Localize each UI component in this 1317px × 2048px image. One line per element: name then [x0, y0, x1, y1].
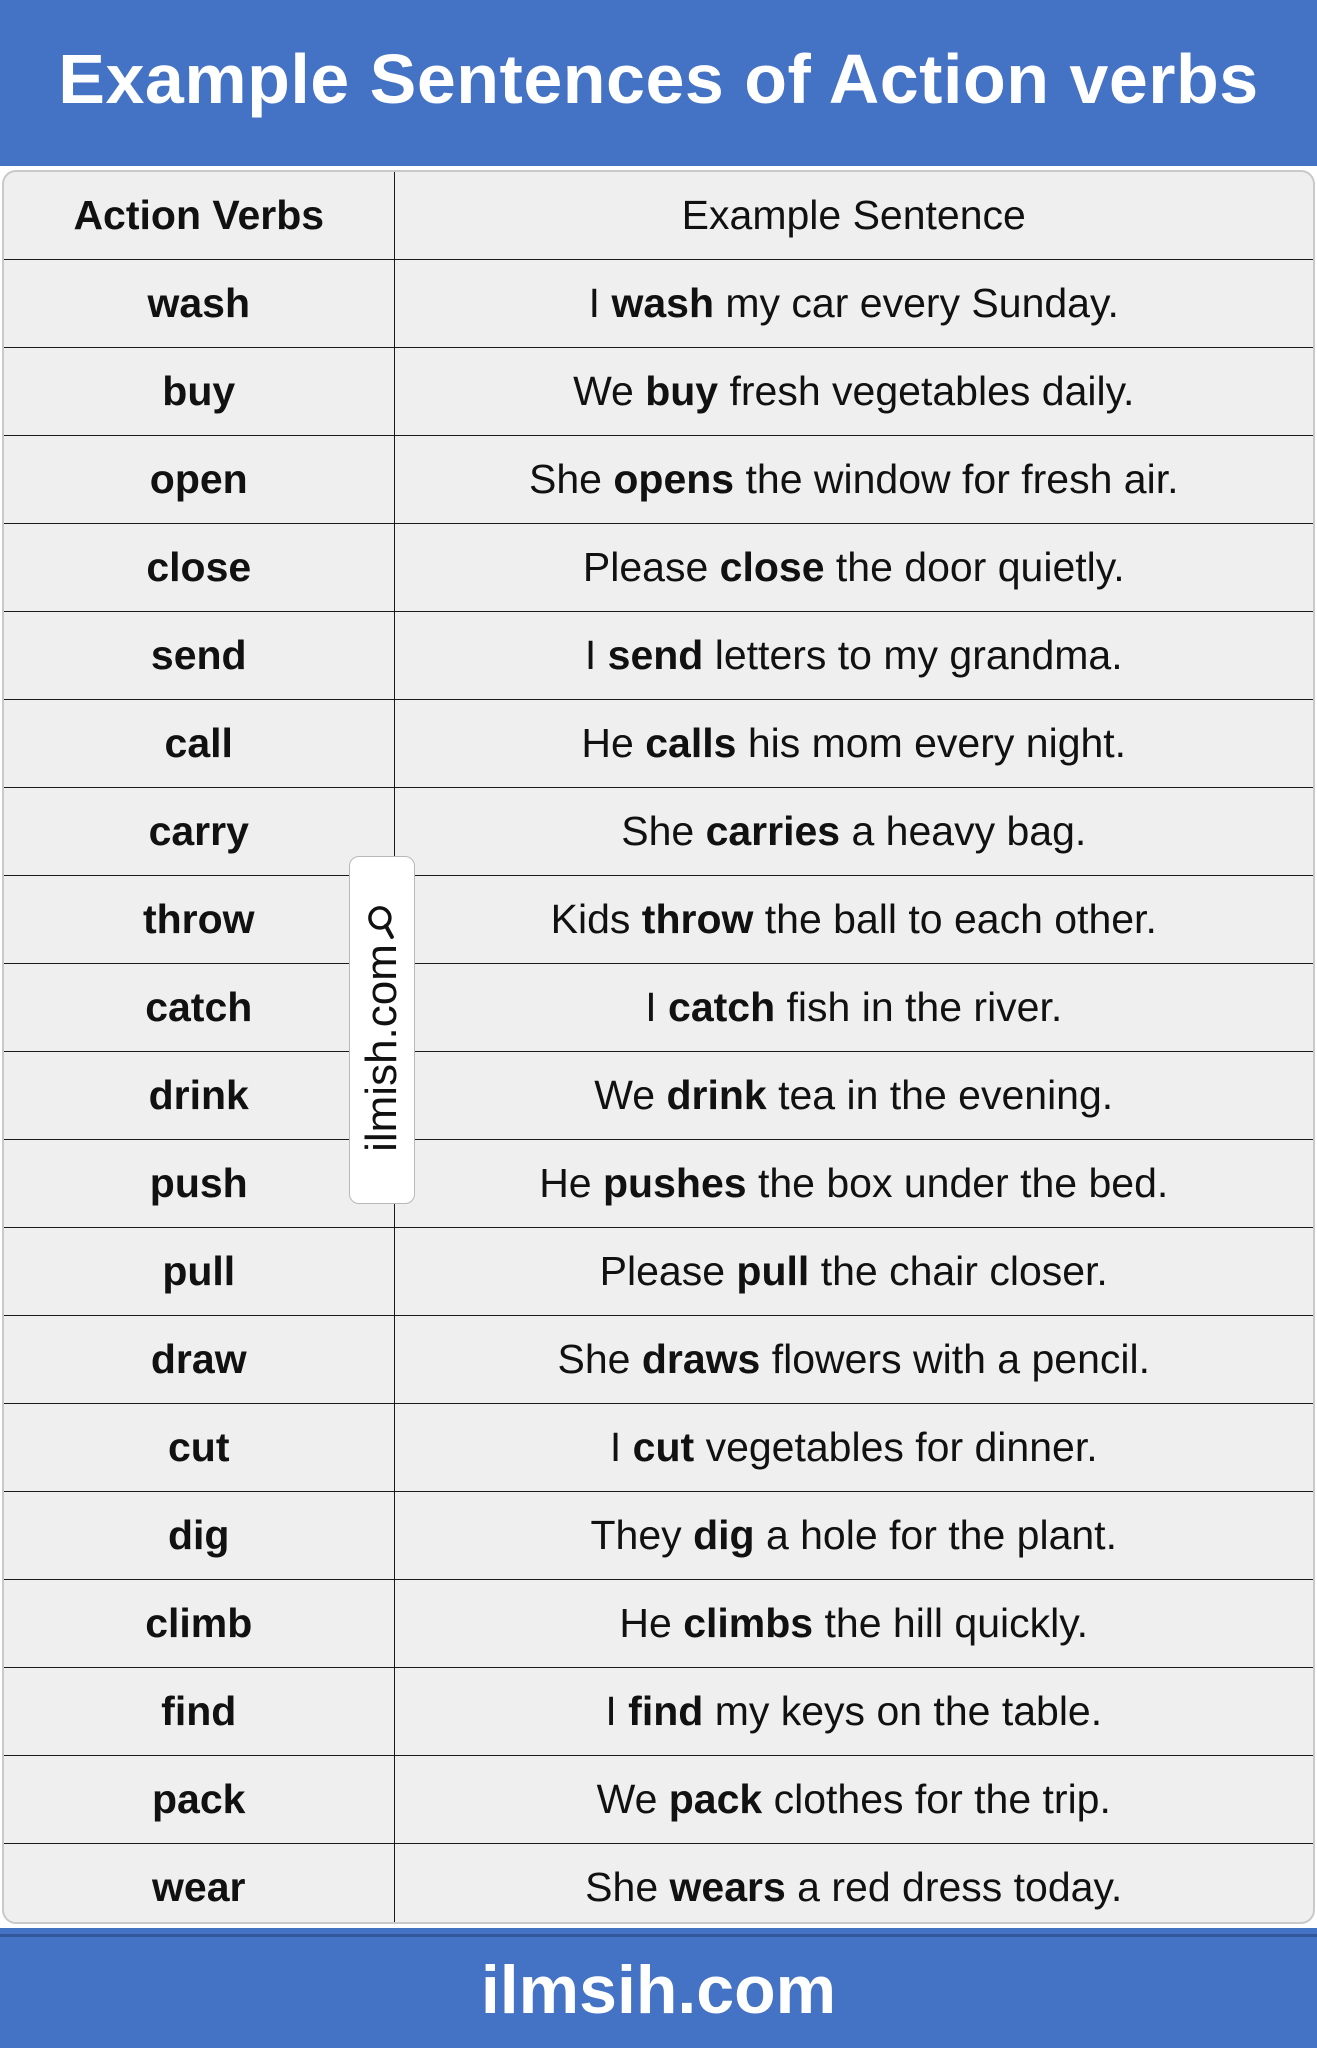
- sentence-end: a hole for the plant.: [754, 1512, 1117, 1558]
- highlighted-verb: carries: [705, 808, 841, 854]
- example-sentence-cell: [394, 1404, 1313, 1492]
- table-row: [4, 612, 1313, 700]
- table-row: [4, 1316, 1313, 1404]
- sentence-end: the hill quickly.: [813, 1600, 1089, 1646]
- highlighted-verb: close: [719, 544, 825, 590]
- sentence-end: my car every Sunday.: [714, 280, 1119, 326]
- example-sentence-cell: [394, 524, 1313, 612]
- header-banner: [0, 0, 1317, 166]
- watermark-text: ilmish.com: [357, 944, 407, 1152]
- verb-cell: pack: [4, 1756, 394, 1844]
- sentence-end: my keys on the table.: [703, 1688, 1103, 1734]
- table-row: [4, 524, 1313, 612]
- example-sentence-cell: [394, 1580, 1313, 1668]
- table-header-row: [4, 172, 1313, 260]
- verb-cell: buy: [4, 348, 394, 436]
- highlighted-verb: find: [628, 1688, 704, 1734]
- example-sentence-cell: [394, 1844, 1313, 1925]
- sentence-start: She: [529, 456, 614, 502]
- sentence-end: a red dress today.: [785, 1864, 1123, 1910]
- table-row: [4, 436, 1313, 524]
- example-sentence-cell: [394, 876, 1313, 964]
- verb-cell: pull: [4, 1228, 394, 1316]
- example-sentence-cell: [394, 788, 1313, 876]
- example-sentence-cell: [394, 1492, 1313, 1580]
- highlighted-verb: calls: [645, 720, 737, 766]
- page-title: Example Sentences of Action verbs: [58, 40, 1259, 118]
- example-sentence-cell: [394, 1668, 1313, 1756]
- sentence-start: He: [581, 720, 646, 766]
- sentence-start: Please: [599, 1248, 737, 1294]
- table-row: [4, 876, 1313, 964]
- example-sentence-cell: [394, 1756, 1313, 1844]
- table-row: [4, 1140, 1313, 1228]
- verb-cell: call: [4, 700, 394, 788]
- verb-cell: throw: [4, 876, 394, 964]
- example-sentence-cell: [394, 1052, 1313, 1140]
- verb-cell: send: [4, 612, 394, 700]
- verbs-table: [4, 172, 1313, 1924]
- verb-cell: catch: [4, 964, 394, 1052]
- sentence-end: his mom every night.: [736, 720, 1127, 766]
- sentence-end: clothes for the trip.: [762, 1776, 1111, 1822]
- example-sentence-cell: [394, 700, 1313, 788]
- table-row: [4, 700, 1313, 788]
- column-header-example-sentence: Example Sentence: [394, 172, 1313, 260]
- highlighted-verb: pushes: [603, 1160, 747, 1206]
- highlighted-verb: catch: [668, 984, 776, 1030]
- table-row: [4, 1844, 1313, 1925]
- highlighted-verb: opens: [613, 456, 735, 502]
- table-row: [4, 1756, 1313, 1844]
- example-sentence-cell: [394, 1140, 1313, 1228]
- highlighted-verb: wears: [669, 1864, 786, 1910]
- highlighted-verb: send: [607, 632, 704, 678]
- example-sentence-cell: [394, 348, 1313, 436]
- sentence-start: I: [588, 280, 612, 326]
- sentence-end: the chair closer.: [809, 1248, 1108, 1294]
- sentence-start: I: [605, 1688, 629, 1734]
- sentence-start: He: [619, 1600, 684, 1646]
- verb-cell: drink: [4, 1052, 394, 1140]
- example-sentence-cell: [394, 260, 1313, 348]
- verb-cell: push: [4, 1140, 394, 1228]
- footer-banner: [0, 1928, 1317, 2048]
- verb-cell: find: [4, 1668, 394, 1756]
- sentence-start: We: [594, 1072, 667, 1118]
- highlighted-verb: throw: [641, 896, 754, 942]
- sentence-start: She: [585, 1864, 670, 1910]
- watermark-badge: [349, 856, 415, 1204]
- search-icon: [367, 905, 397, 941]
- verb-cell: climb: [4, 1580, 394, 1668]
- verb-cell: open: [4, 436, 394, 524]
- sentence-end: fish in the river.: [775, 984, 1063, 1030]
- sentence-end: a heavy bag.: [840, 808, 1087, 854]
- sentence-start: She: [621, 808, 706, 854]
- sentence-end: tea in the evening.: [766, 1072, 1114, 1118]
- table-row: [4, 260, 1313, 348]
- sentence-end: vegetables for dinner.: [694, 1424, 1098, 1470]
- table-row: [4, 1404, 1313, 1492]
- highlighted-verb: pull: [736, 1248, 810, 1294]
- table-body: [4, 260, 1313, 1925]
- verb-cell: draw: [4, 1316, 394, 1404]
- table-row: [4, 1668, 1313, 1756]
- sentence-end: flowers with a pencil.: [760, 1336, 1150, 1382]
- sentence-end: the ball to each other.: [753, 896, 1157, 942]
- example-sentence-cell: [394, 964, 1313, 1052]
- sentence-start: They: [590, 1512, 694, 1558]
- footer-site-name: ilmsih.com: [480, 1952, 837, 2028]
- highlighted-verb: pack: [668, 1776, 763, 1822]
- column-header-action-verbs: Action Verbs: [4, 172, 394, 260]
- example-sentence-cell: [394, 1316, 1313, 1404]
- highlighted-verb: climbs: [683, 1600, 814, 1646]
- sentence-start: I: [584, 632, 608, 678]
- highlighted-verb: cut: [632, 1424, 695, 1470]
- sentence-end: the door quietly.: [824, 544, 1125, 590]
- highlighted-verb: drink: [666, 1072, 767, 1118]
- verb-cell: wear: [4, 1844, 394, 1925]
- sentence-end: the window for fresh air.: [734, 456, 1179, 502]
- table-row: [4, 1492, 1313, 1580]
- verb-cell: carry: [4, 788, 394, 876]
- table-row: [4, 348, 1313, 436]
- sentence-start: We: [573, 368, 646, 414]
- verb-cell: wash: [4, 260, 394, 348]
- sentence-start: Kids: [550, 896, 642, 942]
- sentence-start: I: [609, 1424, 633, 1470]
- sentence-start: We: [596, 1776, 669, 1822]
- verb-cell: dig: [4, 1492, 394, 1580]
- sentence-start: I: [645, 984, 669, 1030]
- table-row: [4, 788, 1313, 876]
- highlighted-verb: dig: [693, 1512, 755, 1558]
- table-row: [4, 1580, 1313, 1668]
- verb-cell: close: [4, 524, 394, 612]
- sentence-start: She: [557, 1336, 642, 1382]
- example-sentence-cell: [394, 612, 1313, 700]
- highlighted-verb: buy: [645, 368, 719, 414]
- sentence-end: letters to my grandma.: [703, 632, 1123, 678]
- sentence-end: fresh vegetables daily.: [718, 368, 1135, 414]
- highlighted-verb: draws: [641, 1336, 761, 1382]
- example-sentence-cell: [394, 436, 1313, 524]
- table-row: [4, 964, 1313, 1052]
- example-sentence-cell: [394, 1228, 1313, 1316]
- highlighted-verb: wash: [611, 280, 714, 326]
- table-row: [4, 1052, 1313, 1140]
- sentence-end: the box under the bed.: [746, 1160, 1169, 1206]
- verbs-table-container: [2, 170, 1315, 1924]
- verb-cell: cut: [4, 1404, 394, 1492]
- table-row: [4, 1228, 1313, 1316]
- sentence-start: Please: [582, 544, 720, 590]
- sentence-start: He: [539, 1160, 604, 1206]
